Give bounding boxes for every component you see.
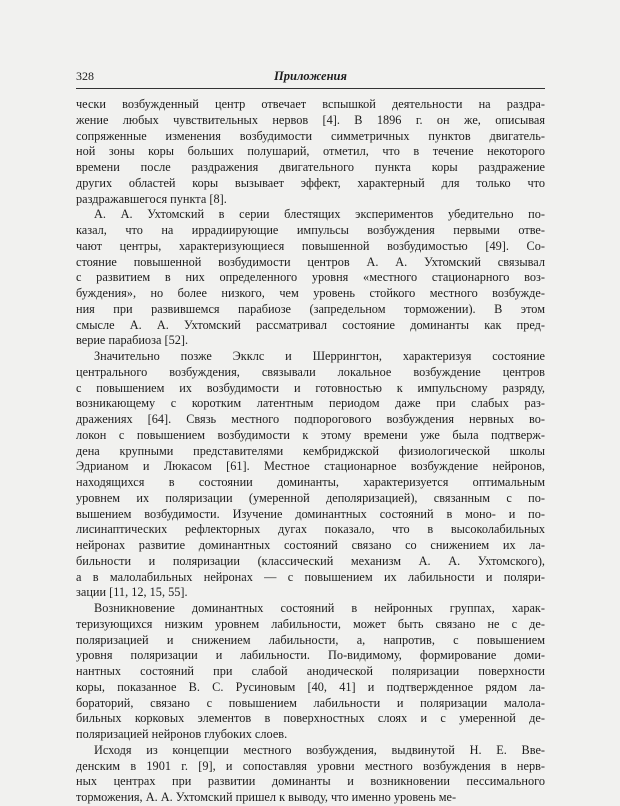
page-header <box>76 67 545 87</box>
paragraph <box>76 207 545 349</box>
text-line: а в малолабильных нейронах — с повышением их лабильности и поляри- <box>76 569 545 584</box>
text-line: А. А. Ухтомский в серии блестящих экспериментов убедительно по- <box>94 207 545 222</box>
paragraph <box>76 601 545 743</box>
text-line: дена крупными представителями кембриджской физиологической школы <box>76 443 545 458</box>
text-line: дражениях [64]. Связь местного подпорогового возбуждения нервных во- <box>76 412 545 426</box>
text-line: времени после раздражения двигательного пункта коры раздражение <box>76 160 545 174</box>
text-line: ния при развившемся парабиозе (запредельном торможении). В этом <box>76 301 545 316</box>
text-line: чески возбужденный центр отвечает вспышкой деятельности на раздра- <box>76 97 545 111</box>
text-line: ной зоны коры больших полушарий, отметил, что в течение некоторого <box>76 144 545 159</box>
text-line: торможения, А. А. Ухтомский пришел к выводу, что именно уровень ме- <box>76 790 457 804</box>
text-line: нантных состояний при слабой анодической поляризации поверхности <box>76 664 545 678</box>
text-line: бильности и поляризации (классический механизм А. А. Ухтомского), <box>76 553 545 568</box>
text-line: буждения», но более низкого, чем уровень стойкого местного возбужде- <box>76 286 545 300</box>
text-line: жение любых чувствительных нервов [4]. В 1896 г. он же, описывая <box>76 112 545 127</box>
body-text <box>76 97 545 806</box>
text-line: коры, показанное В. С. Русиновым [40, 41] и подтвержденное рядом ла- <box>76 679 545 694</box>
text-line: лисинаптических рефлекторных дугах показало, что в высоколабильных <box>76 522 545 537</box>
running-head: Приложения <box>274 69 347 83</box>
text-line: Исходя из концепции местного возбуждения, выдвинутой Н. Е. Вве- <box>94 742 545 757</box>
text-line: уровня поляризации и лабильности. По-видимому, формирование доми- <box>76 648 545 663</box>
text-line: локон с повышением возбудимости к этому времени уже была подтверж- <box>76 427 545 442</box>
text-line: Эдрианом и Люкасом [61]. Местное стационарное возбуждение нейронов, <box>76 459 545 474</box>
paragraph <box>76 97 545 207</box>
text-line: сопряженные изменения возбудимости симметричных пунктов двигатель- <box>76 128 545 143</box>
text-line: с повышением их возбудимости и готовностью к импульсному разряду, <box>76 380 545 395</box>
text-line: возникающему с коротким латентным периодом даже при слабых раз- <box>76 396 545 411</box>
text-line: бораторий, связано с повышением лабильности и поляризации малола- <box>76 695 545 710</box>
header-rule <box>76 88 545 89</box>
page-number: 328 <box>76 69 94 83</box>
text-line: других областей коры вызывает эффект, характерный для только что <box>76 175 545 190</box>
paragraph <box>76 349 545 601</box>
text-line: смысле А. А. Ухтомский рассматривал состояние доминанты как пред- <box>76 317 545 332</box>
text-line: верие парабиоза [52]. <box>76 333 189 348</box>
text-line: находящихся в состоянии доминанты, характеризуется оптимальным <box>76 475 545 489</box>
paragraph <box>76 743 545 806</box>
text-line: раздражавшегося пункта [8]. <box>76 191 227 206</box>
text-line: поляризацией нейронов глубоких слоев. <box>76 727 288 741</box>
text-line: уровнем их поляризации (умеренной деполяризацией), связанным с по- <box>76 490 545 505</box>
text-line: поляризацией и снижением лабильности, а, напротив, с повышением <box>76 632 545 647</box>
text-line: Значительно позже Экклс и Шеррингтон, характеризуя состояние <box>94 349 545 363</box>
text-line: зации [11, 12, 15, 55]. <box>76 585 188 600</box>
text-line: ных центрах при развитии доминанты и возникновении пессимального <box>76 774 545 789</box>
text-line: Возникновение доминантных состояний в нейронных группах, харак- <box>94 601 545 615</box>
text-line: нейронах развитие доминантных состояний связано со снижением их ла- <box>76 538 545 552</box>
text-line: казал, что на иррадиирующие импульсы возбуждения первыми отве- <box>76 223 545 237</box>
text-line: вышением возбудимости. Изучение доминантных состояний в моно- и по- <box>76 506 545 521</box>
text-line: бильных корковых элементов в поверхностных слоях и с умеренной де- <box>76 711 545 726</box>
text-line: денским в 1901 г. [9], и сопоставляя уровни местного возбуждения в нерв- <box>76 758 545 773</box>
text-line: с развитием в них определенного уровня «местного стационарного воз- <box>76 270 545 285</box>
text-line: теризующихся низким уровнем лабильности, может быть связано не с де- <box>76 616 545 631</box>
text-line: стояние повышенной возбудимости центров А. А. Ухтомский связывал <box>76 254 545 269</box>
text-line: чают центры, характеризующиеся повышенной возбудимостью [49]. Со- <box>76 238 545 253</box>
text-line: центрального возбуждения, связывали локальное возбуждение центров <box>76 364 545 379</box>
